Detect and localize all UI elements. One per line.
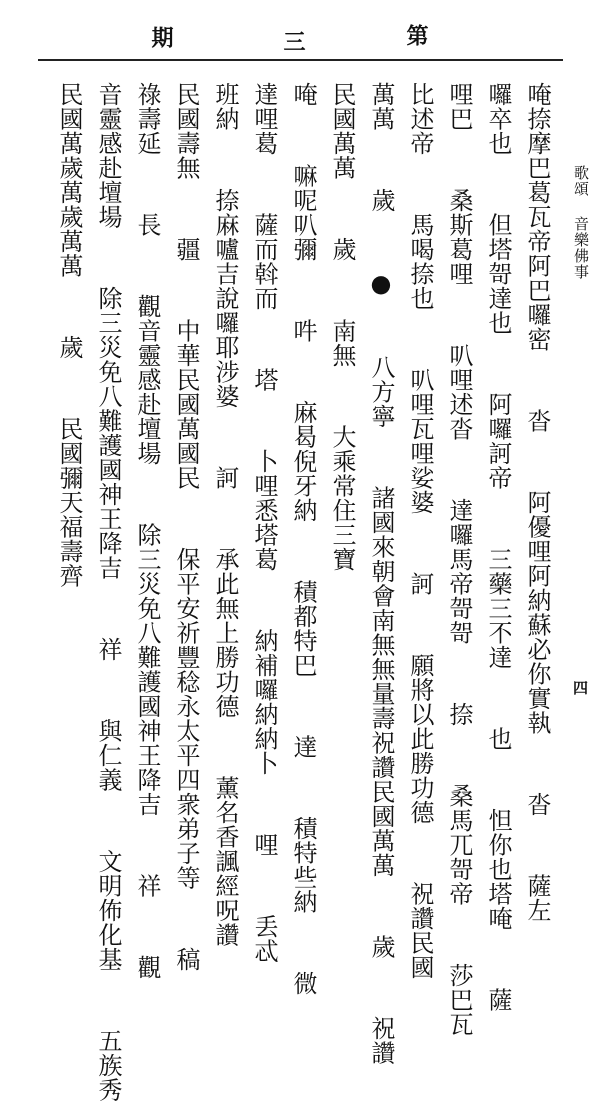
text-column-5: 萬萬 歲 ● 八方寧 諸國來朝會南無無量壽祝讚民國萬萬 歲 祝讚 [367,82,395,1065]
text-column-8: 達哩葛 薩而斡而 塔 卜哩悉塔葛 納補囉納納卜 哩 丢忒 [250,82,278,963]
text-column-7: 唵 嘛呢叭彌 吽 麻曷倪牙納 積都特巴 達 積特些納 微 [289,82,317,996]
text-column-13: 民國萬歲萬歲萬萬 歲 民國彌天福壽齊 [55,82,83,588]
text-column-4: 比述帝 馬喝捺也 叭哩瓦哩娑婆 訶 願將以此勝功德 祝讚民國 [406,82,434,980]
running-head: 歌頌 音樂佛事 [572,165,590,280]
text-column-10: 民國壽無 疆 中華民國萬國民 保平安祈豐稔永太平四衆弟子等 稿 [172,82,200,972]
page-number: 四 [571,680,589,695]
text-column-9: 班納 捺麻嚧吉說囉耶涉婆 訶 承此無上勝功德 薰名香諷經呪讚 [211,82,239,947]
text-column-6: 民國萬萬 歲 南無 大乘常住三寶 [328,82,356,572]
text-column-12: 音靈感赴壇場 除三災免八難護國神王降吉 祥 與仁義 文明佈化基 五族秀 [94,82,122,1102]
chapter-number: 三 [280,30,306,52]
text-column-11: 祿壽延 長 觀音靈感赴壇場 除三災免八難護國神王降吉 祥 觀 [133,82,161,980]
text-column-2: 囉卒也 但塔哿達也 阿囉訶帝 三藥三不達 也 怛你也塔唵 薩 [484,82,512,1012]
chapter-label-part1: 第 [403,24,429,46]
text-column-3: 哩巴 桑斯葛哩 叭哩述沓 達囉馬帝哿哿 捺 桑馬兀哿帝 莎巴瓦 [445,82,473,1037]
header-rule [38,59,563,61]
text-column-1: 唵捺摩巴葛瓦帝阿巴囉密 沓 阿優哩阿納蘇必你實執 沓 薩左 [523,82,551,923]
chapter-label-part3: 期 [148,26,174,48]
